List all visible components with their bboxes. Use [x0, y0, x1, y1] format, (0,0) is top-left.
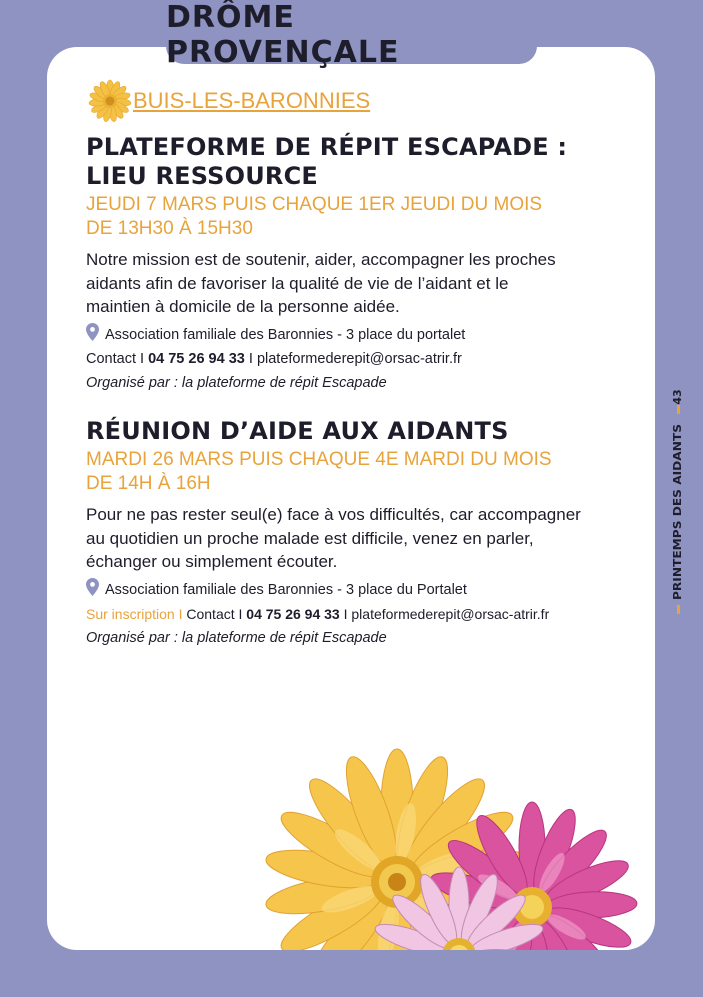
description-line: Notre mission est de soutenir, aider, accompagner les proches [86, 250, 556, 269]
location-pin-icon [86, 323, 99, 341]
address-text: Association familiale des Baronnies - 3 place du portalet [105, 326, 466, 343]
event-date [86, 448, 636, 496]
description-line: maintien à domicile de la personne aidée. [86, 297, 400, 316]
event-date-line: DE 13H30 À 15H30 [86, 218, 253, 239]
town-heading [87, 79, 370, 123]
region-header [166, 0, 537, 70]
address-text: Association familiale des Baronnies - 3 place du Portalet [105, 581, 467, 598]
location-pin-icon [86, 578, 99, 596]
event-address [86, 578, 636, 602]
flowers-illustration [207, 747, 655, 950]
event-date-line: JEUDI 7 MARS PUIS CHAQUE 1ER JEUDI DU MOIS [86, 194, 543, 215]
page-number: 43 [671, 389, 684, 405]
event-contact: Sur inscription I Contact I 04 75 26 94 33 I plateformederepit@orsac-atrir.fr [86, 605, 550, 622]
event-title-line: LIEU RESSOURCE [86, 162, 319, 190]
guide-title: PRINTEMPS DES AIDANTS [672, 448, 684, 600]
region-title: DRÔME PROVENÇALE [166, 0, 400, 70]
town-name: BUIS-LES-BARONNIES [133, 88, 371, 113]
event-organizer: Organisé par : la plateforme de répit Escapade [86, 374, 387, 391]
event-address [86, 323, 636, 347]
event-caregiver-meeting [86, 417, 636, 650]
registration-note: Sur inscription [86, 605, 175, 622]
event-date-line: MARDI 26 MARS PUIS CHAQUE 4E MARDI DU MOIS [86, 449, 552, 470]
event-description [86, 248, 636, 319]
event-date [86, 193, 636, 241]
contact-label: Contact [86, 350, 136, 367]
content-card [47, 47, 655, 950]
event-title [86, 417, 636, 446]
separator-bar [677, 605, 680, 614]
event-title [86, 133, 636, 191]
description-line: échanger ou simplement écouter. [86, 552, 338, 571]
phone-number[interactable]: 04 75 26 94 33 [246, 605, 340, 622]
description-line: aidants afin de favoriser la qualité de vie de l’aidant et le [86, 273, 509, 293]
event-organizer: Organisé par : la plateforme de répit Escapade [86, 629, 387, 646]
event-title-line: PLATEFORME DE RÉPIT ESCAPADE : [86, 133, 568, 161]
contact-label: Contact [186, 605, 235, 622]
event-description [86, 503, 636, 574]
event-contact: Contact I 04 75 26 94 33 I plateformederepit@orsac-atrir.fr [86, 350, 462, 367]
separator-bar [677, 405, 680, 414]
event-title-line: RÉUNION D’AIDE AUX AIDANTS [86, 417, 509, 445]
event-date-line: DE 14H À 16H [86, 473, 211, 494]
phone-number[interactable]: 04 75 26 94 33 [148, 350, 245, 367]
flower-icon [87, 79, 133, 123]
description-line: Pour ne pas rester seul(e) face à vos difficultés, car accompagner [86, 505, 581, 524]
email-link[interactable]: plateformederepit@orsac-atrir.fr [351, 605, 550, 622]
event-respite-platform [86, 133, 636, 395]
email-link[interactable]: plateformederepit@orsac-atrir.fr [256, 350, 462, 367]
description-line: au quotidien un proche malade est difficile, venez en parler, [86, 528, 534, 548]
side-running-header [666, 383, 692, 615]
